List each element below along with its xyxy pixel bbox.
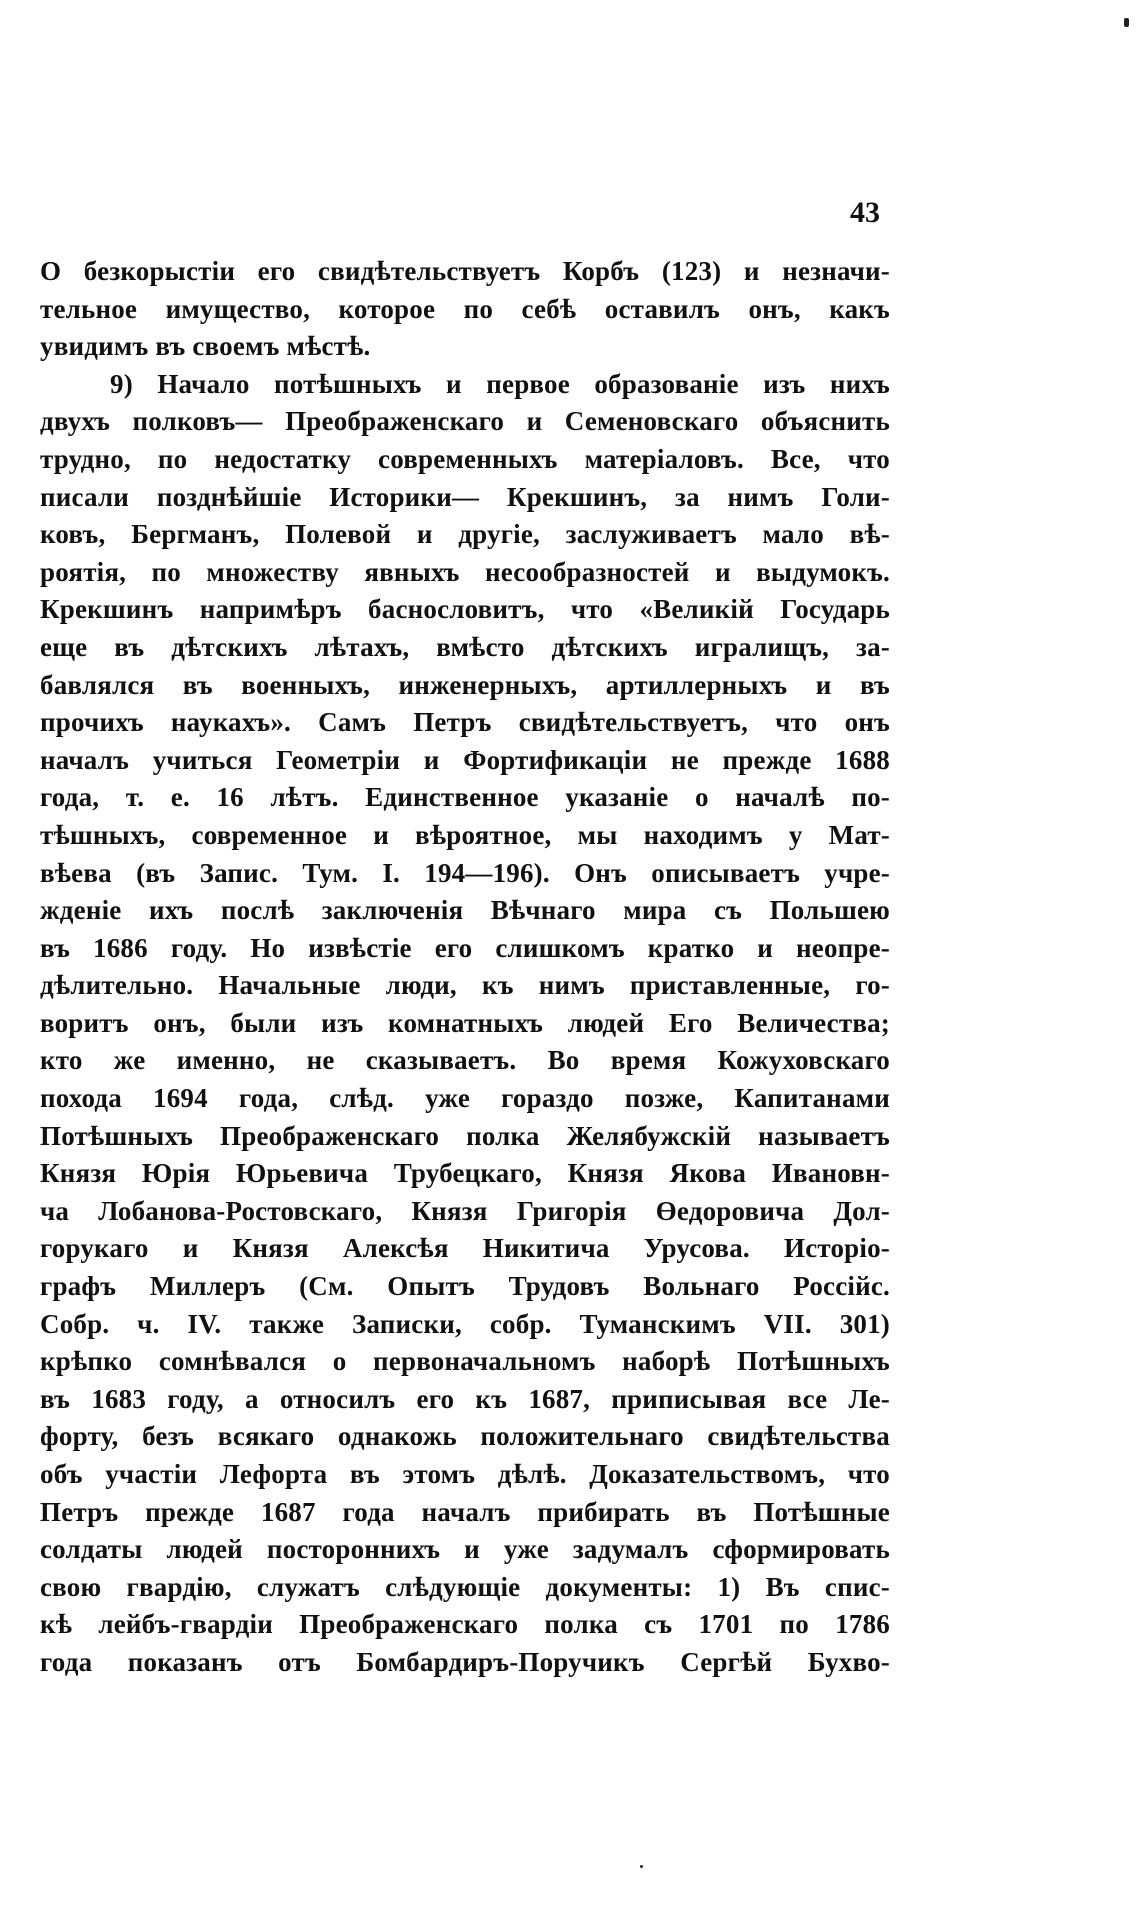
text-line: ковъ, Бергманъ, Полевой и другіе, заслуживаетъ мало вѣ- bbox=[40, 519, 890, 550]
text-line: прочихъ наукахъ». Самъ Петръ свидѣтельствуетъ, что онъ bbox=[40, 707, 890, 738]
text-line: года, т. е. 16 лѣтъ. Единственное указаніе о началѣ по- bbox=[40, 782, 890, 813]
text-line: тѣшныхъ, современное и вѣроятное, мы находимъ у Мат- bbox=[40, 819, 890, 850]
text-line: Князя Юрія Юрьевича Трубецкаго, Князя Якова Ивановн- bbox=[40, 1158, 890, 1189]
text-line: вѣева (въ Запис. Тум. I. 194—196). Онъ описываетъ учре- bbox=[40, 857, 890, 888]
text-line: крѣпко сомнѣвался о первоначальномъ наборѣ Потѣшныхъ bbox=[40, 1346, 890, 1377]
text-line: жденіе ихъ послѣ заключенія Вѣчнаго мира съ Польшею bbox=[40, 895, 890, 926]
text-line: года показанъ отъ Бомбардиръ-Поручикъ Сергѣй Бухво- bbox=[40, 1646, 890, 1677]
text-line: 9) Начало потѣшныхъ и первое образованіе изъ нихъ bbox=[110, 368, 890, 399]
body-text bbox=[40, 253, 890, 1682]
text-line: похода 1694 года, слѣд. уже гораздо позже, Капитанами bbox=[40, 1083, 890, 1114]
text-line: бавлялся въ военныхъ, инженерныхъ, артиллерныхъ и въ bbox=[40, 669, 890, 700]
text-line: горукаго и Князя Алексѣя Никитича Урусова. Исторіо- bbox=[40, 1233, 890, 1264]
text-line: кто же именно, не сказываетъ. Во время Кожуховскаго bbox=[40, 1045, 890, 1076]
text-line: писали позднѣйшіе Историки— Крекшинъ, за нимъ Голи- bbox=[40, 481, 890, 512]
text-line: тельное имущество, которое по себѣ оставилъ онъ, какъ bbox=[40, 293, 890, 324]
text-line: еще въ дѣтскихъ лѣтахъ, вмѣсто дѣтскихъ игралищъ, за- bbox=[40, 631, 890, 662]
scan-speck bbox=[640, 1865, 643, 1868]
text-line: роятія, по множеству явныхъ несообразностей и выдумокъ. bbox=[40, 556, 890, 587]
text-line: въ 1686 году. Но извѣстіе его слишкомъ кратко и неопре- bbox=[40, 932, 890, 963]
text-line: дѣлительно. Начальные люди, къ нимъ приставленные, го- bbox=[40, 970, 890, 1001]
text-line: трудно, по недостатку современныхъ матеріаловъ. Все, что bbox=[40, 443, 890, 474]
page-number: 43 bbox=[850, 196, 880, 229]
text-line: форту, безъ всякаго однакожь положительнаго свидѣтельства bbox=[40, 1421, 890, 1452]
text-line: увидимъ въ своемъ мѣстѣ. bbox=[40, 331, 371, 362]
text-line: Петръ прежде 1687 года началъ прибирать въ Потѣшные bbox=[40, 1496, 890, 1527]
text-line: Собр. ч. IV. также Записки, собр. Туманскимъ VII. 301) bbox=[40, 1308, 890, 1339]
text-line: въ 1683 году, а относилъ его къ 1687, приписывая все Ле- bbox=[40, 1383, 890, 1414]
text-line: Крекшинъ напримѣръ баснословитъ, что «Великій Государь bbox=[40, 594, 890, 625]
text-line: началъ учиться Геометріи и Фортификаціи не прежде 1688 bbox=[40, 744, 890, 775]
text-line: свою гвардію, служатъ слѣдующіе документы: 1) Въ спис- bbox=[40, 1571, 890, 1602]
text-line: ча Лобанова-Ростовскаго, Князя Григорія Өедоровича Дол- bbox=[40, 1195, 890, 1226]
text-line: солдаты людей постороннихъ и уже задумалъ сформировать bbox=[40, 1534, 890, 1565]
text-line: двухъ полковъ— Преображенскаго и Семеновскаго объяснить bbox=[40, 406, 890, 437]
text-line: воритъ онъ, были изъ комнатныхъ людей Его Величества; bbox=[40, 1007, 890, 1038]
text-line: Потѣшныхъ Преображенскаго полка Желябужскій называетъ bbox=[40, 1120, 890, 1151]
text-line: кѣ лейбъ-гвардіи Преображенскаго полка съ 1701 по 1786 bbox=[40, 1609, 890, 1640]
scan-speck bbox=[1124, 18, 1129, 27]
text-line: объ участіи Лефорта въ этомъ дѣлѣ. Доказательствомъ, что bbox=[40, 1459, 890, 1489]
text-line: О безкорыстіи его свидѣтельствуетъ Корбъ (123) и незначи- bbox=[40, 256, 890, 286]
text-line: графъ Миллеръ (См. Опытъ Трудовъ Вольнаго Россійс. bbox=[40, 1271, 890, 1302]
